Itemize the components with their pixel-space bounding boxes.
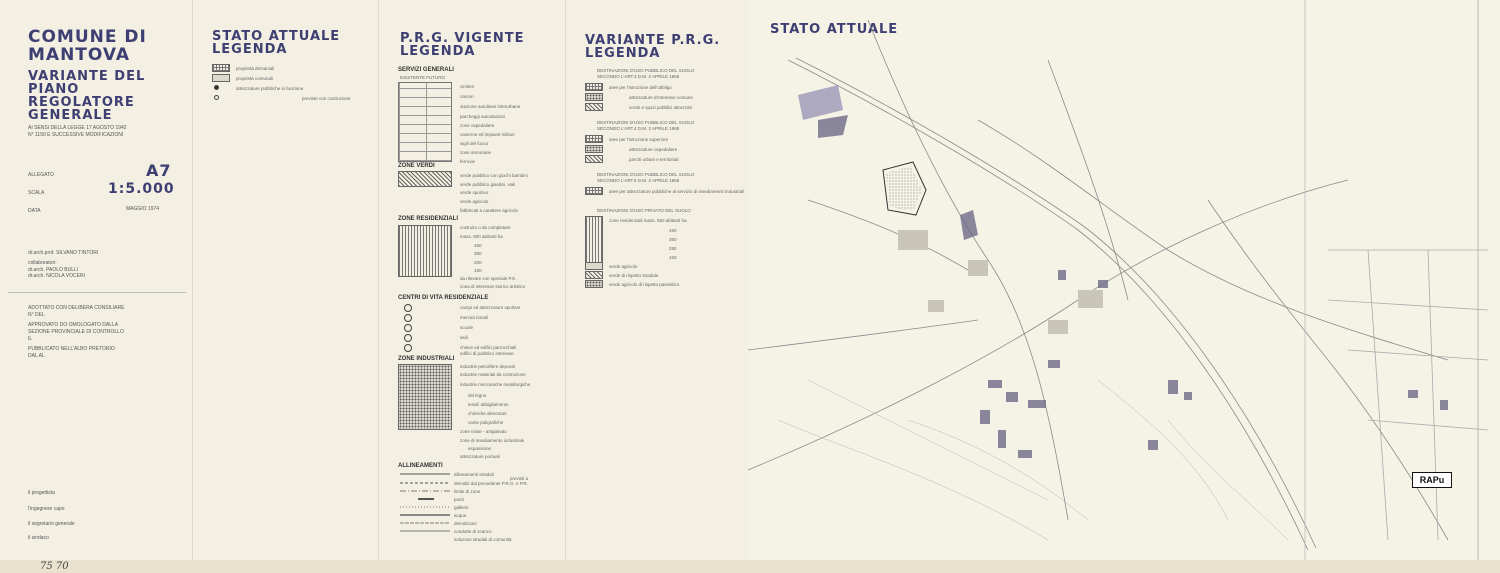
section-label: ALLINEAMENTI: [398, 463, 443, 469]
legend-item: fabbricati a carattere agricolo: [460, 208, 519, 213]
divider: [8, 292, 186, 293]
legend-title-line: VARIANTE P.R.G.: [585, 33, 721, 48]
swatch: [212, 74, 230, 82]
legend-item: acque: [454, 513, 467, 518]
group-header: SECONDO L'ART.5 D.M. 2 APRILE 1968: [597, 178, 680, 183]
bullet-icon: [214, 95, 219, 100]
legend-item: 450: [669, 228, 677, 233]
group-header: DESTINAZIONI D'USO PUBBLICO DEL SUOLO: [597, 172, 695, 177]
data-label: DATA: [28, 208, 41, 214]
legend-item: asili: [460, 335, 468, 340]
author: dr.arch.prof. SILVANO TINTORI: [28, 250, 99, 256]
adoption-line: ADOTTATO CON DELIBERA CONSILIARE: [28, 305, 125, 311]
map-drawing: [748, 0, 1500, 560]
adoption-line: DAL AL: [28, 353, 45, 359]
collaborator: dr.arch. PAOLO BULLI: [28, 267, 79, 273]
variante-line: PIANO: [28, 82, 80, 97]
legend-item: 250: [474, 260, 482, 265]
map-area: [748, 0, 1500, 560]
legend-item: 250: [669, 246, 677, 251]
swatch: [212, 64, 230, 72]
legend-title-line: STATO ATTUALE: [212, 29, 341, 44]
group-header: DESTINAZIONI D'USO PRIVATO DEL SUOLO: [597, 208, 691, 213]
legend-title: [400, 32, 524, 58]
swatch: [585, 135, 603, 143]
adoption-line: PUBBLICATO NELL'ALBO PRETORIO: [28, 346, 115, 352]
swatch: [398, 171, 452, 187]
legend-item: aree per l'istruzione dell'obbligo: [609, 85, 672, 90]
swatch: [585, 155, 603, 163]
section-label: ZONE INDUSTRIALI: [398, 356, 455, 362]
legend-item: caserme ed impianti militari: [460, 132, 515, 137]
legend-item: cimiteri: [460, 84, 475, 89]
collab-label: collaboratori:: [28, 260, 57, 266]
legend-item: ferrovie: [460, 159, 476, 164]
legend-item: da rilevare con speciale P.E.: [460, 276, 517, 281]
legend-item: parchi urbani e territoriali: [629, 157, 679, 162]
sport-icon: [404, 304, 412, 312]
legend-item: parcheggi autostazioni: [460, 114, 506, 119]
legend-item: cartie poligrafiche: [468, 420, 504, 425]
scala-label: SCALA: [28, 190, 45, 196]
swatch: [585, 83, 603, 91]
column-header: ESISTENTE FUTURO: [400, 75, 446, 80]
signature-line: il sindaco: [28, 535, 49, 541]
legend-item: verde di rispetto stradale: [609, 273, 659, 278]
legend-item: mercati rionali: [460, 315, 489, 320]
legend-item: industrie materiali da costruzione: [460, 372, 526, 377]
signature-line: il progettista: [28, 490, 55, 496]
legend-item: 350: [474, 251, 482, 256]
group-header: DESTINAZIONI D'USO PUBBLICO DEL SUOLO: [597, 120, 695, 125]
legend-item: demolizioni: [454, 521, 477, 526]
legend-item: campi ed attrezzature sportive: [460, 305, 521, 310]
legend-item: zone di insediamento industriale: [460, 438, 525, 443]
adoption-line: IL: [28, 336, 33, 342]
bullet-icon: [214, 85, 219, 90]
group-header: DESTINAZIONI D'USO PUBBLICO DEL SUOLO: [597, 68, 695, 73]
legend-title-line: LEGENDA: [585, 46, 661, 61]
legend-item: espansione: [468, 446, 492, 451]
legend-item: aree per l'istruzione superiore: [609, 137, 669, 142]
collaborator: dr.arch. NICOLA VOCERI: [28, 273, 85, 279]
church-icon: [404, 344, 412, 352]
legend-item: ponti: [454, 497, 464, 502]
legend-item: 150: [669, 255, 677, 260]
signature-line: l'ingegnere capo: [28, 506, 65, 512]
legend-item: verde e spazi pubblici attrezzati: [629, 105, 692, 110]
swatch: [585, 280, 603, 288]
bottom-scribble: 75 70: [40, 561, 69, 572]
legend-item: zone ospedaliere: [460, 123, 495, 128]
legend-item: 150: [474, 268, 482, 273]
variante-line: VARIANTE DEL: [28, 69, 146, 84]
adoption-line: SEZIONE PROVINCIALE DI CONTROLLO: [28, 329, 124, 335]
adoption-line: APPROVATO DO OMOLOGATO DALLA: [28, 322, 119, 328]
legend-title: [585, 34, 720, 60]
swatch: [585, 262, 603, 270]
comune-title: [28, 28, 147, 64]
prg-vigente-legend: [378, 0, 565, 560]
legend-item: attrezzature ospedaliere: [629, 147, 678, 152]
nursery-icon: [404, 334, 412, 342]
swatch: [585, 187, 603, 195]
allegato-value: A7: [146, 161, 172, 180]
legend-item: zona di interesse storico artistico: [460, 284, 526, 289]
group-header: SECONDO L'ART.4 D.M. 2 APRILE 1968: [597, 126, 680, 131]
legal-text: AI SENSI DELLA LEGGE 17 AGOSTO 1942: [28, 125, 127, 131]
legend-item: del legno: [468, 393, 487, 398]
legend-item: 450: [474, 243, 482, 248]
legend-item: carceri: [460, 94, 474, 99]
legend-item: verde pubblico giardini, viali: [460, 182, 516, 187]
legend-title-line: P.R.G. VIGENTE: [400, 31, 525, 46]
title-block: [0, 0, 192, 560]
swatch: [585, 93, 603, 101]
legend-title-line: LEGENDA: [212, 42, 288, 57]
swatch: [398, 364, 452, 430]
legend-item: previste con costruzione: [302, 96, 351, 101]
legend-item: mass. 800 abitanti ha: [460, 234, 503, 239]
variante-title: [28, 70, 145, 122]
legend-item: industrie petrolifere depositi: [460, 364, 516, 369]
allegato-label: ALLEGATO: [28, 172, 54, 178]
legend-item: verde sportivo: [460, 190, 489, 195]
legend-item: vigili del fuoco: [460, 141, 489, 146]
adoption-line: N° DEL: [28, 312, 45, 318]
legend-item: zone annonarie: [460, 150, 492, 155]
group-header: SECONDO L'ART.3 D.M. 2 APRILE 1968: [597, 74, 680, 79]
legend-item: 350: [669, 237, 677, 242]
section-label: CENTRI DI VITA RESIDENZIALE: [398, 295, 489, 301]
swatch: [585, 216, 603, 264]
legend-item: limite di zone: [454, 489, 481, 494]
legend-item: chiese ed edifici parrocchiali: [460, 345, 517, 350]
variante-line: GENERALE: [28, 108, 113, 123]
swatch: [585, 145, 603, 153]
legend-item: verde pubblico con giochi bambini: [460, 173, 528, 178]
swatch: [585, 271, 603, 279]
legend-item: verde agricolo: [460, 199, 489, 204]
map-title: STATO ATTUALE: [770, 22, 899, 37]
variante-line: REGOLATORE: [28, 95, 135, 110]
legend-item: industrie meccaniche metallurgiche: [460, 382, 531, 387]
legend-item: previsti a: [510, 476, 529, 481]
swatch: [398, 225, 452, 277]
legend-item: allineamenti stradali: [454, 472, 494, 477]
line-symbols: [398, 470, 452, 542]
legend-item: attrezzature pubbliche in funzione: [236, 86, 304, 91]
variante-prg-legend: [565, 0, 748, 560]
legend-item: proprietà comunali: [236, 76, 274, 81]
legal-text: N° 1150 E SUCCESSIVE MODIFICAZIONI: [28, 132, 124, 138]
section-label: ZONE VERDI: [398, 163, 435, 169]
comune-line: COMUNE DI: [28, 27, 147, 47]
legend-item: zone residenziali mass. 650 abitanti ha.: [609, 218, 688, 223]
school-icon: [404, 324, 412, 332]
rapu-badge: RAPu: [1412, 472, 1452, 488]
stato-attuale-legend: [192, 0, 378, 560]
legend-title-line: LEGENDA: [400, 44, 476, 59]
legend-item: condotte di scarico: [454, 529, 492, 534]
legend-item: tessili abbigliamento: [468, 402, 509, 407]
comune-line: MANTOVA: [28, 45, 131, 65]
legend-item: verde agricolo di rispetto paesistico: [609, 282, 680, 287]
legend-item: verde agricolo: [609, 264, 638, 269]
data-value: MAGGIO 1974: [126, 206, 160, 212]
legend-item: aree per attrezzature pubbliche al servizio di insediamenti industriali: [609, 189, 745, 194]
symbol-grid: [398, 82, 452, 162]
legend-item: soluzioni stradali di comunità: [454, 537, 512, 542]
legend-title: [212, 30, 340, 56]
scala-value: 1:5.000: [108, 181, 175, 197]
legend-item: stazione autolinee interurbane: [460, 104, 521, 109]
legend-item: zone miste - artigianato: [460, 429, 507, 434]
market-icon: [404, 314, 412, 322]
legend-item: attrezzature d'interesse comune: [629, 95, 693, 100]
swatch: [585, 103, 603, 111]
legend-item: demoliti dal precedente P.R.G. e P.R.: [454, 481, 528, 486]
signature-line: il segretario generale: [28, 521, 75, 527]
legend-item: scuole: [460, 325, 474, 330]
legend-item: edifici di pubblico interesse: [460, 351, 514, 356]
legend-item: gallerie: [454, 505, 469, 510]
legend-item: proprietà demaniali: [236, 66, 275, 71]
section-label: ZONE RESIDENZIALI: [398, 216, 459, 222]
section-label: SERVIZI GENERALI: [398, 67, 454, 73]
legend-item: chimiche alimentari: [468, 411, 507, 416]
legend-item: costruito o da completare: [460, 225, 511, 230]
legend-item: attrezzature portuali: [460, 454, 500, 459]
